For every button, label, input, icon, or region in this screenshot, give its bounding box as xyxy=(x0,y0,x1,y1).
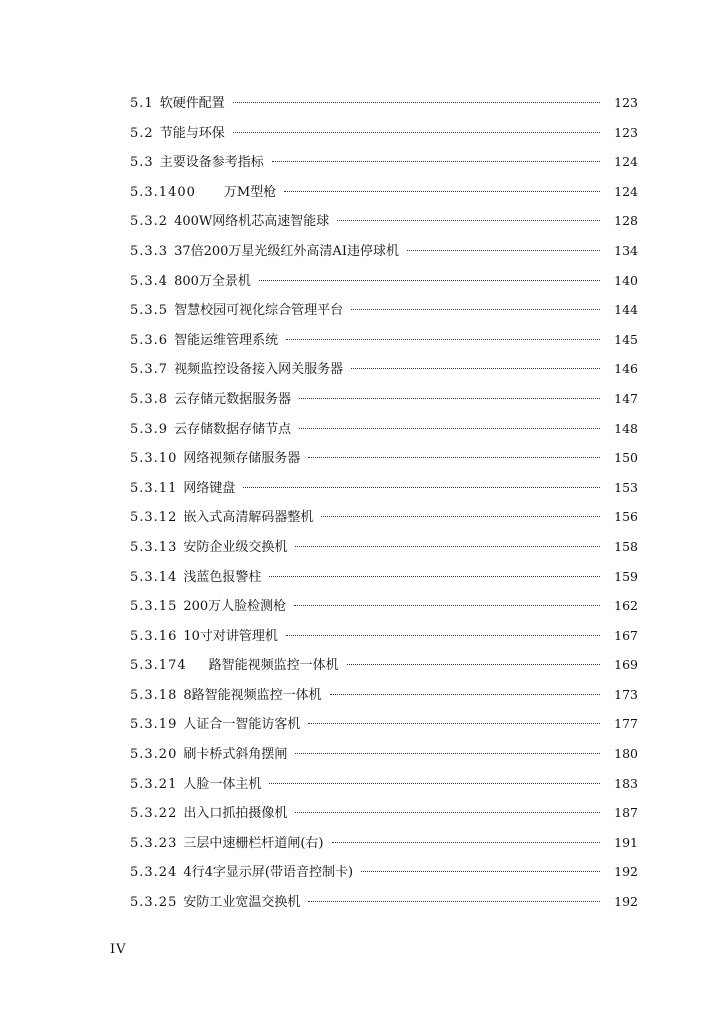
section-title: 刷卡桥式斜角摆闸 xyxy=(183,747,288,763)
toc-entry[interactable] xyxy=(130,299,638,329)
section-title: 安防企业级交换机 xyxy=(183,539,288,555)
dot-leader xyxy=(269,783,600,784)
table-of-contents xyxy=(130,92,638,921)
section-number: 5.1 xyxy=(130,96,154,111)
page-number: 134 xyxy=(614,242,638,258)
toc-entry[interactable] xyxy=(130,536,638,566)
toc-entry[interactable] xyxy=(130,861,638,891)
section-number: 5.3.18 xyxy=(130,687,178,703)
toc-entry[interactable] xyxy=(130,181,638,211)
section-title: 视频监控设备接入网关服务器 xyxy=(174,362,344,378)
page-number: 145 xyxy=(614,331,638,347)
section-title: 节能与环保 xyxy=(159,125,225,141)
toc-entry[interactable] xyxy=(130,566,638,596)
page-number: 153 xyxy=(614,479,638,495)
dot-leader xyxy=(243,487,600,488)
toc-entry[interactable] xyxy=(130,595,638,625)
toc-entry[interactable] xyxy=(130,418,638,448)
page-number: 159 xyxy=(614,568,638,584)
toc-entry[interactable] xyxy=(130,713,638,743)
page-number: 167 xyxy=(614,627,638,643)
page-number: 140 xyxy=(614,272,638,288)
page-number: 146 xyxy=(614,361,638,377)
section-title: 人证合一智能访客机 xyxy=(183,717,301,733)
toc-entry[interactable] xyxy=(130,270,638,300)
toc-entry[interactable] xyxy=(130,92,638,122)
toc-entry[interactable] xyxy=(130,654,638,684)
dot-leader xyxy=(286,339,600,340)
section-number: 5.3.23 xyxy=(130,835,178,851)
page-number: 128 xyxy=(614,213,638,229)
section-number: 5.3.174 xyxy=(130,658,187,674)
section-title: 云存储元数据服务器 xyxy=(174,391,292,407)
toc-entry[interactable] xyxy=(130,891,638,921)
section-number: 5.3.21 xyxy=(130,776,178,792)
section-number: 5.3.1400 xyxy=(130,184,196,200)
page-number: 148 xyxy=(614,420,638,436)
section-title: 4行4字显示屏(带语音控制卡) xyxy=(183,865,354,881)
page-number: 177 xyxy=(614,716,638,732)
dot-leader xyxy=(259,280,600,281)
toc-entry[interactable] xyxy=(130,358,638,388)
dot-leader xyxy=(308,457,600,458)
toc-entry[interactable] xyxy=(130,625,638,655)
toc-entry[interactable] xyxy=(130,802,638,832)
dot-leader xyxy=(295,546,600,547)
section-title: 出入口抓拍摄像机 xyxy=(183,806,288,822)
section-title: 路智能视频监控一体机 xyxy=(208,658,339,674)
section-title: 人脸一体主机 xyxy=(183,776,262,792)
toc-entry[interactable] xyxy=(130,329,638,359)
section-title: 200万人脸检测枪 xyxy=(183,599,287,615)
footer-page-label: IV xyxy=(110,942,127,957)
dot-leader xyxy=(295,812,600,813)
section-number: 5.3.4 xyxy=(130,273,169,289)
section-number: 5.3.7 xyxy=(130,362,169,378)
section-title: 嵌入式高清解码器整机 xyxy=(183,510,314,526)
page-number: 124 xyxy=(614,183,638,199)
toc-entry[interactable] xyxy=(130,477,638,507)
section-number: 5.3.25 xyxy=(130,895,178,911)
section-number: 5.3.9 xyxy=(130,421,169,437)
page-number: 162 xyxy=(614,598,638,614)
toc-entry[interactable] xyxy=(130,151,638,181)
page-number: 192 xyxy=(614,864,638,880)
dot-leader xyxy=(269,576,600,577)
dot-leader xyxy=(407,250,600,251)
dot-leader xyxy=(233,102,600,103)
toc-entry[interactable] xyxy=(130,447,638,477)
section-title: 10寸对讲管理机 xyxy=(183,628,278,644)
section-number: 5.3.19 xyxy=(130,717,178,733)
section-number: 5.3.13 xyxy=(130,539,178,555)
section-title: 安防工业宽温交换机 xyxy=(183,895,301,911)
page-number: 192 xyxy=(614,894,638,910)
dot-leader xyxy=(351,368,600,369)
page-number: 173 xyxy=(614,686,638,702)
section-number: 5.3.5 xyxy=(130,303,169,319)
page-number: 124 xyxy=(614,154,638,170)
section-title: 万M型枪 xyxy=(223,184,277,200)
page-number: 123 xyxy=(614,95,638,110)
toc-entry[interactable] xyxy=(130,832,638,862)
page-number: 156 xyxy=(614,509,638,525)
section-title: 智慧校园可视化综合管理平台 xyxy=(174,303,344,319)
dot-leader xyxy=(233,132,600,133)
toc-entry[interactable] xyxy=(130,240,638,270)
section-title: 37倍200万星光级红外高清AI违停球机 xyxy=(174,243,399,259)
dot-leader xyxy=(347,664,600,665)
section-number: 5.3.22 xyxy=(130,806,178,822)
page-number: 150 xyxy=(614,450,638,466)
dot-leader xyxy=(330,694,600,695)
section-number: 5.3.11 xyxy=(130,480,178,496)
section-number: 5.3.8 xyxy=(130,391,169,407)
section-number: 5.3.6 xyxy=(130,332,169,348)
toc-entry[interactable] xyxy=(130,743,638,773)
page-number: 183 xyxy=(614,775,638,791)
dot-leader xyxy=(299,398,600,399)
dot-leader xyxy=(321,516,600,517)
toc-entry[interactable] xyxy=(130,773,638,803)
section-number: 5.3.2 xyxy=(130,214,169,230)
page-number: 191 xyxy=(614,834,638,850)
section-number: 5.3.15 xyxy=(130,599,178,615)
section-number: 5.3.10 xyxy=(130,451,178,467)
section-number: 5.3.14 xyxy=(130,569,178,585)
section-title: 云存储数据存储节点 xyxy=(174,421,292,437)
section-number: 5.3.3 xyxy=(130,243,169,259)
page-number: 187 xyxy=(614,805,638,821)
page-number: 123 xyxy=(614,124,638,140)
toc-entry[interactable] xyxy=(130,684,638,714)
section-title: 智能运维管理系统 xyxy=(174,332,279,348)
section-number: 5.3.16 xyxy=(130,628,178,644)
page-number: 180 xyxy=(614,746,638,762)
section-title: 网络键盘 xyxy=(183,480,236,496)
dot-leader xyxy=(308,901,600,902)
page-number: 158 xyxy=(614,538,638,554)
dot-leader xyxy=(351,309,600,310)
section-title: 主要设备参考指标 xyxy=(159,155,264,171)
dot-leader xyxy=(286,635,600,636)
section-title: 浅蓝色报警柱 xyxy=(183,569,262,585)
toc-entry[interactable] xyxy=(130,388,638,418)
page-number: 169 xyxy=(614,657,638,673)
page-number: 147 xyxy=(614,390,638,406)
section-number: 5.3.20 xyxy=(130,747,178,763)
section-title: 400W网络机芯高速智能球 xyxy=(174,214,330,230)
dot-leader xyxy=(361,871,600,872)
section-number: 5.3 xyxy=(130,155,154,171)
section-title: 软硬件配置 xyxy=(159,96,225,111)
section-number: 5.2 xyxy=(130,125,154,141)
section-title: 网络视频存储服务器 xyxy=(183,451,301,467)
toc-entry[interactable] xyxy=(130,210,638,240)
dot-leader xyxy=(308,723,600,724)
section-title: 三层中速栅栏杆道闸(右) xyxy=(183,835,324,851)
dot-leader xyxy=(299,428,600,429)
toc-entry[interactable] xyxy=(130,122,638,152)
section-title: 800万全景机 xyxy=(174,273,251,289)
dot-leader xyxy=(284,191,600,192)
dot-leader xyxy=(295,753,600,754)
section-title: 8路智能视频监控一体机 xyxy=(183,687,322,703)
dot-leader xyxy=(294,605,600,606)
page-number: 144 xyxy=(614,302,638,318)
toc-entry[interactable] xyxy=(130,506,638,536)
section-number: 5.3.12 xyxy=(130,510,178,526)
section-number: 5.3.24 xyxy=(130,865,178,881)
dot-leader xyxy=(332,842,600,843)
dot-leader xyxy=(272,161,600,162)
dot-leader xyxy=(337,220,600,221)
